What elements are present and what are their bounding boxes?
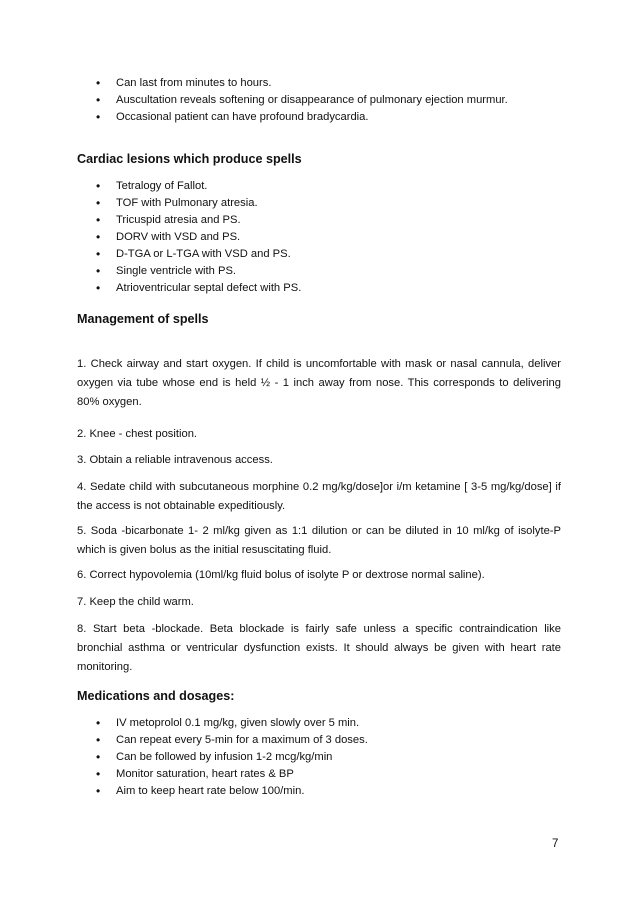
- list-item: • TOF with Pulmonary atresia.: [96, 195, 301, 212]
- list-item: • Occasional patient can have profound bradycardia.: [96, 109, 508, 126]
- list-item: • D-TGA or L-TGA with VSD and PS.: [96, 246, 301, 263]
- list-item: • Aim to keep heart rate below 100/min.: [96, 783, 368, 800]
- list-item: • Can last from minutes to hours.: [96, 75, 508, 92]
- list-item: • Single ventricle with PS.: [96, 263, 301, 280]
- step-paragraph: 5. Soda -bicarbonate 1- 2 ml/kg given as 1:1 dilution or can be diluted in 10 ml/kg of isolyte-P which is given bolus as the initial resuscitating fluid.: [77, 525, 561, 556]
- step-paragraph: 4. Sedate child with subcutaneous morphine 0.2 mg/kg/dose]or i/m ketamine [ 3-5 mg/kg/dose] if the access is not obtainable expeditiously.: [77, 481, 561, 512]
- list-item: • DORV with VSD and PS.: [96, 229, 301, 246]
- list-item: • Tetralogy of Fallot.: [96, 178, 301, 195]
- step-paragraph: 8. Start beta -blockade. Beta blockade is fairly safe unless a specific contraindication like bronchial asthma or ventricular dysfunction exists. It should always be given with heart rate monitoring.: [77, 623, 561, 673]
- symptom-list: [96, 75, 508, 126]
- lesions-heading: Cardiac lesions which produce spells: [77, 152, 302, 166]
- medications-heading: Medications and dosages:: [77, 689, 235, 703]
- step-paragraph: 6. Correct hypovolemia (10ml/kg fluid bolus of isolyte P or dextrose normal saline).: [77, 569, 485, 581]
- lesions-list: [96, 178, 301, 297]
- list-item: • Auscultation reveals softening or disappearance of pulmonary ejection murmur.: [96, 92, 508, 109]
- list-item: • Can repeat every 5-min for a maximum of 3 doses.: [96, 732, 368, 749]
- step-paragraph: 2. Knee - chest position.: [77, 428, 198, 440]
- list-item: • IV metoprolol 0.1 mg/kg, given slowly over 5 min.: [96, 715, 368, 732]
- list-item: • Tricuspid atresia and PS.: [96, 212, 301, 229]
- medications-list: [96, 715, 368, 800]
- list-item: • Monitor saturation, heart rates & BP: [96, 766, 368, 783]
- page-number: 7: [552, 838, 559, 850]
- management-heading: Management of spells: [77, 312, 209, 326]
- step-paragraph: 1. Check airway and start oxygen. If child is uncomfortable with mask or nasal cannula, deliver oxygen via tube whose end is held ½ - 1 inch away from nose. This corresponds to delivering 80% oxygen.: [77, 358, 561, 408]
- list-item: • Can be followed by infusion 1-2 mcg/kg/min: [96, 749, 368, 766]
- step-paragraph: 3. Obtain a reliable intravenous access.: [77, 454, 273, 466]
- list-item: • Atrioventricular septal defect with PS.: [96, 280, 301, 297]
- step-paragraph: 7. Keep the child warm.: [77, 596, 194, 608]
